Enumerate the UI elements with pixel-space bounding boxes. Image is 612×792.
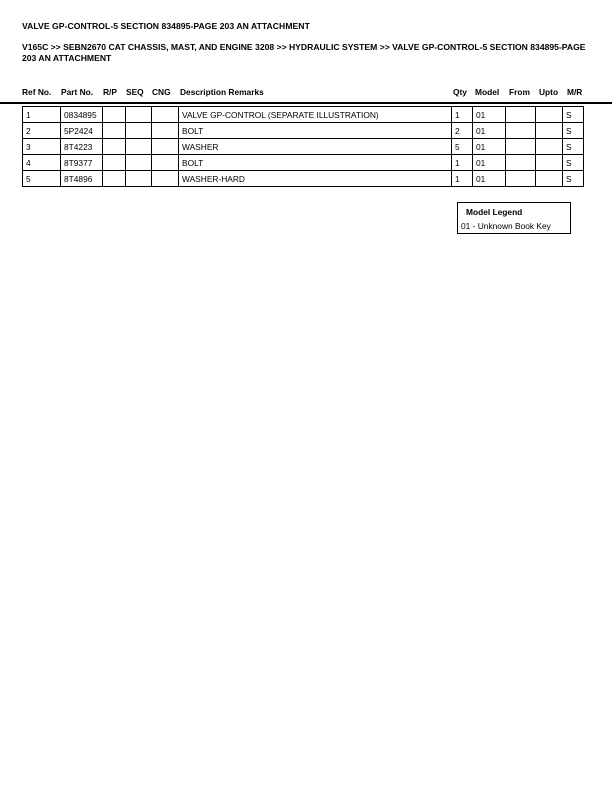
qty-cell: 5 [452,139,473,155]
mr-cell: S [563,123,584,139]
header-seq: SEQ [126,87,144,97]
qty-cell: 1 [452,155,473,171]
cng-cell [152,123,179,139]
mr-cell: S [563,155,584,171]
model-cell: 01 [473,107,506,123]
page-title: VALVE GP-CONTROL-5 SECTION 834895-PAGE 203 AN ATTACHMENT [22,21,310,31]
header-cng: CNG [152,87,171,97]
part-no-cell: 8T9377 [61,155,103,171]
part-no-cell: 8T4896 [61,171,103,187]
cng-cell [152,139,179,155]
cng-cell [152,155,179,171]
model-cell: 01 [473,171,506,187]
header-qty: Qty [453,87,467,97]
mr-cell: S [563,139,584,155]
from-cell [506,171,536,187]
seq-cell [126,139,152,155]
ref-no-cell: 4 [23,155,61,171]
rp-cell [103,155,126,171]
ref-no-cell: 5 [23,171,61,187]
upto-cell [536,155,563,171]
model-legend-title: Model Legend [466,207,523,217]
ref-no-cell: 1 [23,107,61,123]
table-row [23,155,584,171]
rp-cell [103,139,126,155]
mr-cell: S [563,107,584,123]
ref-no-cell: 2 [23,123,61,139]
from-cell [506,123,536,139]
header-divider [0,102,612,104]
header-rp: R/P [103,87,117,97]
cng-cell [152,107,179,123]
table-row [23,171,584,187]
seq-cell [126,171,152,187]
cng-cell [152,171,179,187]
column-headers [0,87,612,99]
qty-cell: 1 [452,107,473,123]
seq-cell [126,155,152,171]
part-no-cell: 0834895 [61,107,103,123]
upto-cell [536,123,563,139]
table-row [23,123,584,139]
qty-cell: 2 [452,123,473,139]
model-legend [457,202,571,234]
header-from: From [509,87,530,97]
description-cell: BOLT [179,155,452,171]
seq-cell [126,107,152,123]
header-description: Description Remarks [180,87,264,97]
description-cell: WASHER [179,139,452,155]
model-cell: 01 [473,155,506,171]
rp-cell [103,107,126,123]
description-cell: VALVE GP-CONTROL (SEPARATE ILLUSTRATION) [179,107,452,123]
description-cell: BOLT [179,123,452,139]
table-row [23,107,584,123]
qty-cell: 1 [452,171,473,187]
header-model: Model [475,87,500,97]
seq-cell [126,123,152,139]
upto-cell [536,139,563,155]
model-cell: 01 [473,139,506,155]
ref-no-cell: 3 [23,139,61,155]
from-cell [506,139,536,155]
header-mr: M/R [567,87,583,97]
rp-cell [103,123,126,139]
header-part-no: Part No. [61,87,94,97]
rp-cell [103,171,126,187]
mr-cell: S [563,171,584,187]
upto-cell [536,171,563,187]
part-no-cell: 5P2424 [61,123,103,139]
header-upto: Upto [539,87,559,97]
from-cell [506,155,536,171]
description-cell: WASHER-HARD [179,171,452,187]
upto-cell [536,107,563,123]
header-ref-no: Ref No. [22,87,52,97]
part-no-cell: 8T4223 [61,139,103,155]
parts-table [22,106,584,187]
breadcrumb: V165C >> SEBN2670 CAT CHASSIS, MAST, AND ENGINE 3208 >> HYDRAULIC SYSTEM >> VALVE GP-CONTROL-5 SECTION 834895-PAGE 203 AN ATTACHMENT [22,42,586,63]
model-cell: 01 [473,123,506,139]
table-row [23,139,584,155]
from-cell [506,107,536,123]
model-legend-entry: 01 - Unknown Book Key [461,221,551,231]
